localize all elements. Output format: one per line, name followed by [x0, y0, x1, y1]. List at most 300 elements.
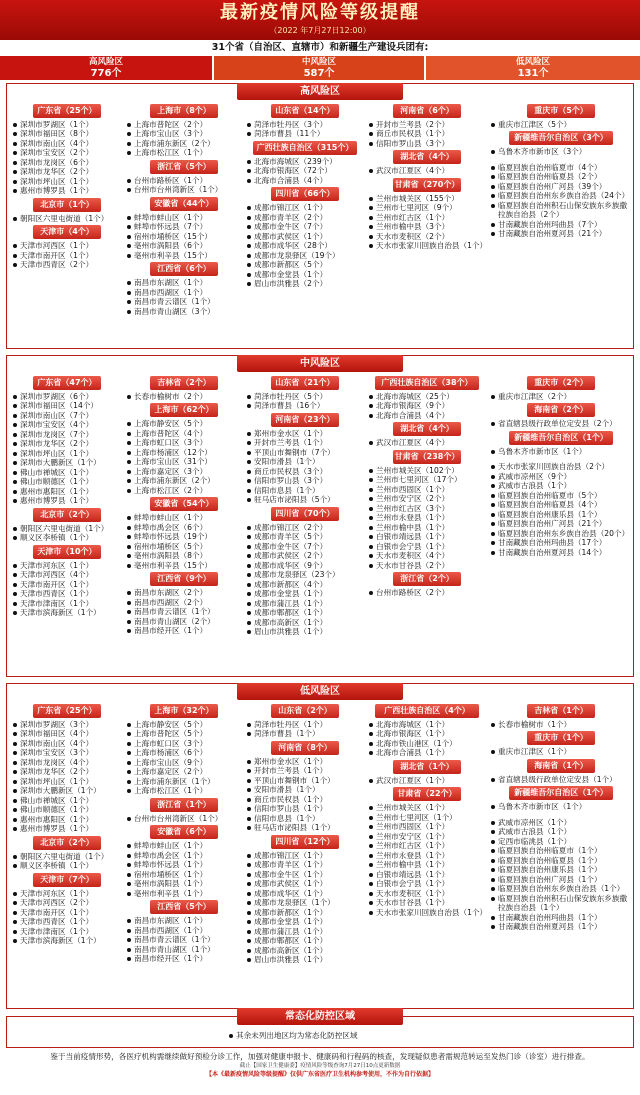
area-item: 平顶山市舞钢市（7个） [245, 448, 365, 457]
area-item: 甘南藏族自治州玛曲县（7个） [489, 220, 633, 229]
area-item: 甘南藏族自治州夏河县（21个） [489, 229, 633, 238]
summary-count: 776个 [90, 68, 122, 79]
area-item: 天水市甘谷县（1个） [367, 898, 487, 907]
area-item: 南昌市青云谱区（1个） [125, 297, 243, 306]
area-item: 成都市新都区（4个） [245, 580, 365, 589]
area-item: 临夏回族自治州东乡族自治县（24个） [489, 191, 633, 200]
area-list [367, 588, 487, 597]
area-item: 台州市路桥区（2个） [367, 588, 487, 597]
area-item: 眉山市洪雅县（1个） [245, 627, 365, 636]
area-item: 北海市海城区（239个） [245, 157, 365, 166]
province-column [245, 702, 365, 1008]
area-item: 甘南藏族自治州玛曲县（17个） [489, 538, 633, 547]
area-item: 天津市河西区（4个） [11, 570, 123, 579]
area-list [11, 561, 123, 618]
area-item: 成都市龙泉驿区（23个） [245, 570, 365, 579]
area-item: 临夏回族自治州广河县（21个） [489, 519, 633, 528]
footer [0, 1052, 640, 1095]
area-item: 兰州市七里河区（9个） [367, 203, 487, 212]
area-list [489, 747, 633, 756]
province-header: 甘肃省（270个） [393, 178, 461, 192]
area-item: 成都市龙泉驿区（19个） [245, 251, 365, 260]
area-item: 开封市兰考县（2个） [367, 120, 487, 129]
province-header: 安徽省（54个） [150, 497, 218, 511]
area-item: 上海市普陀区（2个） [125, 120, 243, 129]
area-item: 商丘市民权县（3个） [245, 467, 365, 476]
area-item: 成都市龙泉驿区（1个） [245, 898, 365, 907]
area-item: 北海市铁山港区（1个） [367, 739, 487, 748]
summary-label: 高风险区 [88, 57, 123, 67]
area-list [125, 419, 243, 495]
province-header: 湖北省（4个） [393, 150, 461, 164]
area-item: 天津市津南区（1个） [11, 927, 123, 936]
area-item: 南昌市经开区（1个） [125, 954, 243, 963]
province-column [245, 374, 365, 676]
area-item: 菏泽市曹县（11个） [245, 129, 365, 138]
province-header: 新疆维吾尔自治区（1个） [509, 786, 613, 800]
area-list [489, 392, 633, 401]
area-item: 安阳市滑县（1个） [245, 785, 365, 794]
area-item: 上海市普陀区（5个） [125, 729, 243, 738]
area-item: 佛山市禅城区（1个） [11, 796, 123, 805]
province-header: 四川省（66个） [271, 187, 339, 201]
area-item: 兰州市安宁区（1个） [367, 832, 487, 841]
area-item: 深圳市南山区（4个） [11, 739, 123, 748]
area-list [125, 213, 243, 260]
area-item: 兰州市七里河区（1个） [367, 813, 487, 822]
area-item: 南昌市青云谱区（1个） [125, 935, 243, 944]
area-item: 朝阳区六里屯街道（1个） [11, 214, 123, 223]
area-item: 兰州市城关区（1个） [367, 803, 487, 812]
area-item: 定西市临洮县（1个） [489, 837, 633, 846]
area-item: 武威市古浪县（1个） [489, 481, 633, 490]
area-item: 上海市杨浦区（12个） [125, 448, 243, 457]
area-item: 天水市麦积区（4个） [367, 551, 487, 560]
province-header: 重庆市（2个） [527, 376, 595, 390]
area-list [245, 851, 365, 965]
area-item: 上海市嘉定区（2个） [125, 767, 243, 776]
area-list [245, 392, 365, 411]
area-item: 天津市河东区（1个） [11, 889, 123, 898]
province-header: 上海市（62个） [150, 403, 218, 417]
area-item: 天津市西青区（2个） [11, 260, 123, 269]
area-item: 上海市松江区（1个） [125, 786, 243, 795]
area-item: 临夏回族自治州临夏县（1个） [489, 856, 633, 865]
area-item: 天津市河西区（2个） [11, 898, 123, 907]
area-item: 天津市南开区（1个） [11, 580, 123, 589]
province-header: 天津市（7个） [33, 873, 101, 887]
area-item: 兰州市红古区（3个） [367, 504, 487, 513]
province-header: 北京市（2个） [33, 508, 101, 522]
area-item: 安阳市滑县（1个） [245, 457, 365, 466]
area-item: 北海市合浦县（4个） [367, 411, 487, 420]
province-header: 四川省（12个） [271, 835, 339, 849]
area-item: 临夏回族自治州积石山保安族东乡族撒拉族自治县（2个） [489, 201, 633, 220]
area-item: 上海市松江区（2个） [125, 486, 243, 495]
area-item: 深圳市龙华区（2个） [11, 439, 123, 448]
area-item: 临夏回族自治州东乡族自治县（1个） [489, 884, 633, 893]
area-item: 重庆市江津区（1个） [489, 747, 633, 756]
area-item: 深圳市坪山区（1个） [11, 177, 123, 186]
area-item: 临夏回族自治州康乐县（1个） [489, 510, 633, 519]
area-list [125, 120, 243, 158]
province-column [367, 102, 487, 348]
area-item: 临夏回族自治州临夏县（4个） [489, 500, 633, 509]
area-item: 兰州市榆中县（1个） [367, 523, 487, 532]
area-item: 天津市滨海新区（1个） [11, 608, 123, 617]
area-list [367, 466, 487, 570]
area-item: 天津市河西区（1个） [11, 241, 123, 250]
area-list [489, 775, 633, 784]
area-item: 成都市成华区（28个） [245, 241, 365, 250]
area-list [125, 814, 243, 823]
area-item: 台州市路桥区（1个） [125, 176, 243, 185]
area-item: 兰州市西固区（1个） [367, 822, 487, 831]
area-item: 上海市宝山区（9个） [125, 758, 243, 767]
area-item: 菏泽市牡丹区（3个） [245, 120, 365, 129]
area-item: 蚌埠市蚌山区（1个） [125, 513, 243, 522]
area-item: 天水市麦积区（2个） [367, 232, 487, 241]
area-list [489, 120, 633, 129]
area-item: 成都市武侯区（2个） [245, 551, 365, 560]
area-list [245, 757, 365, 833]
area-item: 郑州市金水区（1个） [245, 757, 365, 766]
area-item: 天津市滨海新区（1个） [11, 936, 123, 945]
area-list [489, 419, 633, 428]
area-item: 上海市静安区（5个） [125, 419, 243, 428]
area-item: 蚌埠市怀远县（1个） [125, 860, 243, 869]
province-column [11, 702, 123, 1008]
area-item: 上海市浦东新区（1个） [125, 777, 243, 786]
area-item: 蚌埠市蚌山区（1个） [125, 841, 243, 850]
area-item: 深圳市龙华区（2个） [11, 767, 123, 776]
province-column [125, 702, 243, 1008]
province-header: 天津市（4个） [33, 225, 101, 239]
province-header: 浙江省（1个） [150, 798, 218, 812]
area-list [11, 852, 123, 871]
province-header: 广西壮族自治区（38个） [375, 376, 479, 390]
area-list [11, 889, 123, 946]
area-item: 上海市宝山区（3个） [125, 129, 243, 138]
area-item: 菏泽市曹县（16个） [245, 401, 365, 410]
area-list [125, 916, 243, 963]
province-header: 浙江省（5个） [150, 160, 218, 174]
area-item: 南昌市西湖区（1个） [125, 926, 243, 935]
area-item: 乌鲁木齐市新市区（3个） [489, 147, 633, 156]
area-item: 兰州市安宁区（2个） [367, 494, 487, 503]
province-header: 安徽省（44个） [150, 197, 218, 211]
area-item: 亳州市利辛县（15个） [125, 561, 243, 570]
area-item: 深圳市龙华区（2个） [11, 167, 123, 176]
summary-label: 中风险区 [301, 57, 336, 67]
area-item: 兰州市西固区（1个） [367, 485, 487, 494]
area-item: 南昌市西湖区（2个） [125, 598, 243, 607]
area-item: 白银市会宁县（1个） [367, 542, 487, 551]
area-item: 南昌市青山湖区（2个） [125, 617, 243, 626]
area-item: 台州市台州湾新区（1个） [125, 185, 243, 194]
province-header: 四川省（70个） [271, 507, 339, 521]
header-banner [0, 0, 640, 40]
area-item: 深圳市坪山区（1个） [11, 449, 123, 458]
area-item: 上海市浦东新区（2个） [125, 139, 243, 148]
province-header: 重庆市（1个） [527, 731, 595, 745]
area-item: 白银市靖远县（1个） [367, 870, 487, 879]
area-list [11, 241, 123, 269]
area-item: 朝阳区六里屯街道（1个） [11, 524, 123, 533]
area-list [489, 720, 633, 729]
area-list [11, 392, 123, 506]
area-item: 亳州市利辛县（1个） [125, 889, 243, 898]
area-item: 临夏回族自治州东乡族自治县（20个） [489, 529, 633, 538]
area-item: 成都市青羊区（5个） [245, 532, 365, 541]
area-list [245, 120, 365, 139]
area-item: 商丘市民权县（1个） [245, 795, 365, 804]
area-item: 临夏回族自治州广河县（39个） [489, 182, 633, 191]
area-item: 驻马店市泌阳县（5个） [245, 495, 365, 504]
area-item: 惠州市博罗县（1个） [11, 496, 123, 505]
area-item: 临夏回族自治州临夏县（2个） [489, 172, 633, 181]
province-column [125, 102, 243, 348]
area-item: 信阳市息县（1个） [245, 486, 365, 495]
intro-text: 31个省（自治区、直辖市）和新疆生产建设兵团有: [211, 42, 429, 53]
area-item: 成都市高新区（1个） [245, 946, 365, 955]
province-header: 江西省（9个） [150, 572, 218, 586]
area-item: 临夏回族自治州临夏市（4个） [489, 163, 633, 172]
area-list [125, 841, 243, 898]
area-item: 南昌市东湖区（1个） [125, 916, 243, 925]
area-item: 成都市锦江区（1个） [245, 851, 365, 860]
province-header: 甘肃省（22个） [393, 787, 461, 801]
summary-count: 131个 [517, 68, 549, 79]
area-item: 惠州市惠阳区（1个） [11, 487, 123, 496]
area-item: 宿州市埇桥区（15个） [125, 232, 243, 241]
area-item: 宿州市埇桥区（1个） [125, 870, 243, 879]
area-item: 菏泽市曹县（1个） [245, 729, 365, 738]
area-item: 甘南藏族自治州夏河县（14个） [489, 548, 633, 557]
province-header: 新疆维吾尔自治区（1个） [509, 431, 613, 445]
province-header: 安徽省（6个） [150, 825, 218, 839]
area-item: 成都市武侯区（1个） [245, 879, 365, 888]
area-item: 深圳市罗湖区（1个） [11, 120, 123, 129]
area-item: 顺义区李桥镇（1个） [11, 533, 123, 542]
area-item: 成都市成华区（1个） [245, 889, 365, 898]
area-list [11, 524, 123, 543]
area-item: 深圳市大鹏新区（1个） [11, 458, 123, 467]
province-header: 海南省（2个） [527, 403, 595, 417]
area-item: 深圳市福田区（4个） [11, 729, 123, 738]
area-item: 成都市郫都区（1个） [245, 936, 365, 945]
area-item: 北海市海城区（25个） [367, 392, 487, 401]
area-item: 成都市青羊区（2个） [245, 213, 365, 222]
area-item: 成都市金堂县（1个） [245, 589, 365, 598]
province-column [245, 102, 365, 348]
province-header: 河南省（23个） [271, 413, 339, 427]
province-header: 天津市（10个） [33, 545, 101, 559]
area-item: 武威市凉州区（1个） [489, 818, 633, 827]
area-item: 兰州市永登县（1个） [367, 513, 487, 522]
area-item: 上海市浦东新区（2个） [125, 476, 243, 485]
area-item: 兰州市榆中县（1个） [367, 860, 487, 869]
area-item: 成都市金牛区（7个） [245, 222, 365, 231]
area-item: 北海市银海区（9个） [367, 401, 487, 410]
area-item: 天津市津南区（1个） [11, 599, 123, 608]
risk-section-0 [6, 83, 634, 349]
area-item: 菏泽市牡丹区（5个） [245, 392, 365, 401]
area-item: 南昌市青山湖区（3个） [125, 307, 243, 316]
area-item: 亳州市涡阳县（1个） [125, 879, 243, 888]
area-item: 兰州市红古区（1个） [367, 841, 487, 850]
normal-control-section [6, 1011, 634, 1048]
area-item: 北海市合浦县（4个） [245, 176, 365, 185]
risk-section-1 [6, 355, 634, 677]
area-item: 深圳市宝安区（2个） [11, 148, 123, 157]
province-header: 湖北省（4个） [393, 422, 461, 436]
area-item: 成都市新都区（1个） [245, 908, 365, 917]
area-item: 临夏回族自治州积石山保安族东乡族撒拉族自治县（1个） [489, 894, 633, 913]
area-item: 武汉市江夏区（4个） [367, 438, 487, 447]
area-item: 蚌埠市禹会区（6个） [125, 523, 243, 532]
area-item: 兰州市七里河区（17个） [367, 475, 487, 484]
province-header: 广西壮族自治区（315个） [253, 141, 357, 155]
area-item: 亳州市涡阳县（6个） [125, 241, 243, 250]
area-item: 宿州市埇桥区（5个） [125, 542, 243, 551]
province-header: 广西壮族自治区（4个） [375, 704, 479, 718]
area-item: 佛山市顺德区（1个） [11, 477, 123, 486]
summary-1 [214, 56, 424, 80]
area-item: 开封市兰考县（1个） [245, 438, 365, 447]
area-item: 眉山市洪雅县（1个） [245, 955, 365, 964]
area-item: 深圳市大鹏新区（1个） [11, 786, 123, 795]
area-item: 深圳市龙岗区（7个） [11, 430, 123, 439]
section-title: 低风险区 [237, 683, 403, 700]
area-item: 上海市嘉定区（3个） [125, 467, 243, 476]
area-item: 成都市金堂县（1个） [245, 270, 365, 279]
province-header: 广东省（47个） [33, 376, 101, 390]
province-header: 河南省（8个） [271, 741, 339, 755]
province-header: 上海市（32个） [150, 704, 218, 718]
province-header: 广东省（25个） [33, 704, 101, 718]
area-item: 重庆市江津区（5个） [489, 120, 633, 129]
normal-control-text: 其余未列出地区均为常态化防控区域 [227, 1031, 527, 1040]
area-list [367, 392, 487, 420]
area-list [125, 513, 243, 570]
area-list [489, 147, 633, 156]
area-item: 天水市张家川回族自治县（2个） [489, 462, 633, 471]
area-list [367, 166, 487, 175]
area-list [367, 720, 487, 758]
footer-source: 截止【国家卫生健康委】疫情风险等级查询7月27日10点更新数据 [239, 1063, 401, 1070]
area-item: 临夏回族自治州临夏市（1个） [489, 846, 633, 855]
area-item: 深圳市罗湖区（3个） [11, 720, 123, 729]
area-list [11, 214, 123, 223]
province-column [367, 702, 487, 1008]
area-list [125, 176, 243, 195]
province-column [367, 374, 487, 676]
area-list [489, 447, 633, 456]
area-item: 惠州市惠阳区（1个） [11, 815, 123, 824]
area-item: 成都市武侯区（1个） [245, 232, 365, 241]
area-item: 商丘市民权县（1个） [367, 129, 487, 138]
area-item: 蚌埠市怀远县（19个） [125, 532, 243, 541]
area-item: 深圳市福田区（8个） [11, 129, 123, 138]
area-list [367, 776, 487, 785]
area-item: 佛山市顺德区（1个） [11, 805, 123, 814]
area-item: 武汉市江夏区（1个） [367, 776, 487, 785]
area-item: 南昌市东湖区（1个） [125, 278, 243, 287]
area-item: 上海市静安区（5个） [125, 720, 243, 729]
area-item: 武威市古浪县（1个） [489, 827, 633, 836]
province-header: 上海市（8个） [150, 104, 218, 118]
area-item: 天津市西青区（1个） [11, 917, 123, 926]
area-item: 深圳市龙岗区（4个） [11, 758, 123, 767]
area-item: 开封市兰考县（1个） [245, 766, 365, 775]
province-header: 新疆维吾尔自治区（3个） [509, 131, 613, 145]
area-list [367, 120, 487, 148]
area-list [245, 429, 365, 505]
province-header: 江西省（5个） [150, 900, 218, 914]
province-column [489, 374, 633, 676]
area-item: 白银市会宁县（1个） [367, 879, 487, 888]
summary-label: 低风险区 [515, 57, 550, 67]
province-header: 甘肃省（238个） [393, 450, 461, 464]
province-header: 山东省（14个） [271, 104, 339, 118]
area-item: 南昌市经开区（1个） [125, 626, 243, 635]
area-item: 佛山市禅城区（1个） [11, 468, 123, 477]
province-column [489, 102, 633, 348]
area-list [245, 523, 365, 637]
area-item: 成都市锦江区（2个） [245, 523, 365, 532]
area-list [489, 163, 633, 239]
area-item: 南昌市西湖区（1个） [125, 288, 243, 297]
area-list [125, 588, 243, 635]
area-item: 成都市蒲江县（1个） [245, 927, 365, 936]
area-item: 菏泽市牡丹区（1个） [245, 720, 365, 729]
area-list [125, 720, 243, 796]
area-item: 深圳市罗湖区（6个） [11, 392, 123, 401]
area-item: 武汉市江夏区（4个） [367, 166, 487, 175]
area-item: 兰州市红古区（1个） [367, 213, 487, 222]
province-header: 山东省（2个） [271, 704, 339, 718]
area-list [245, 157, 365, 185]
area-item: 上海市虹口区（3个） [125, 438, 243, 447]
area-item: 成都市锦江区（1个） [245, 203, 365, 212]
area-item: 蚌埠市怀远县（7个） [125, 222, 243, 231]
area-item: 亳州市涡阳县（8个） [125, 551, 243, 560]
area-item: 成都市郫都区（1个） [245, 608, 365, 617]
area-item: 成都市金牛区（7个） [245, 542, 365, 551]
area-item: 北海市合浦县（1个） [367, 748, 487, 757]
summary-2 [426, 56, 640, 80]
normal-control-title: 常态化防控区域 [237, 1008, 403, 1025]
area-item: 北海市海城区（1个） [367, 720, 487, 729]
area-item: 成都市金牛区（1个） [245, 870, 365, 879]
area-item: 上海市杨浦区（6个） [125, 748, 243, 757]
province-header: 浙江省（2个） [393, 572, 461, 586]
area-item: 省直辖县级行政单位定安县（2个） [489, 419, 633, 428]
area-item: 信阳市罗山县（3个） [245, 476, 365, 485]
area-item: 重庆市江津区（2个） [489, 392, 633, 401]
area-list [245, 720, 365, 739]
area-item: 深圳市福田区（14个） [11, 401, 123, 410]
area-item: 惠州市博罗县（1个） [11, 824, 123, 833]
province-header: 海南省（1个） [527, 759, 595, 773]
page-title: 最新疫情风险等级提醒 [220, 2, 420, 23]
area-item: 深圳市宝安区（3个） [11, 748, 123, 757]
area-item: 亳州市利辛县（15个） [125, 251, 243, 260]
area-item: 成都市新都区（5个） [245, 260, 365, 269]
area-item: 上海市普陀区（4个） [125, 429, 243, 438]
area-item: 兰州市城关区（155个） [367, 194, 487, 203]
